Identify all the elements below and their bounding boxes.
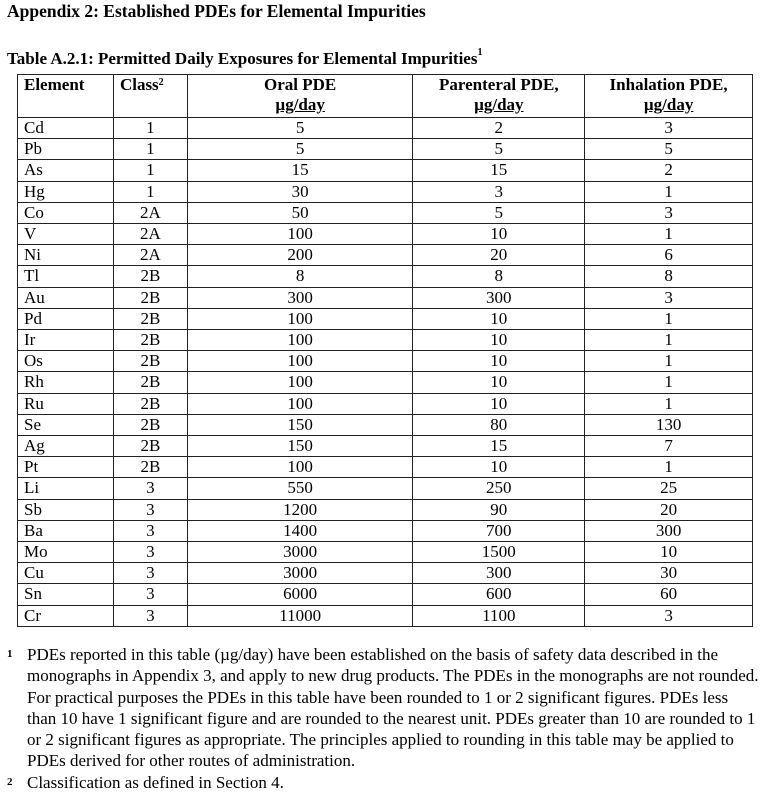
cell-parenteral-pde: 1100 xyxy=(413,605,585,626)
cell-parenteral-pde: 8 xyxy=(413,266,585,287)
cell-element: Co xyxy=(18,202,114,223)
cell-inhalation-pde: 1 xyxy=(585,393,753,414)
table-row xyxy=(18,542,753,563)
cell-parenteral-pde: 80 xyxy=(413,414,585,435)
table-row xyxy=(18,520,753,541)
footnote-2: 2 Classification as defined in Section 4. xyxy=(7,772,284,792)
table-row xyxy=(18,160,753,181)
cell-inhalation-pde: 1 xyxy=(585,372,753,393)
cell-class: 3 xyxy=(113,499,187,520)
cell-element: V xyxy=(18,224,114,245)
cell-parenteral-pde: 10 xyxy=(413,224,585,245)
cell-class: 2A xyxy=(113,202,187,223)
cell-oral-pde: 5 xyxy=(187,139,413,160)
cell-oral-pde: 50 xyxy=(187,202,413,223)
header-parenteral-pde: Parenteral PDE, µg/day xyxy=(413,75,585,118)
table-caption xyxy=(7,49,482,69)
cell-inhalation-pde: 130 xyxy=(585,414,753,435)
cell-class: 3 xyxy=(113,542,187,563)
cell-element: Cd xyxy=(18,118,114,139)
cell-parenteral-pde: 300 xyxy=(413,563,585,584)
table-row xyxy=(18,287,753,308)
cell-inhalation-pde: 10 xyxy=(585,542,753,563)
table-row xyxy=(18,584,753,605)
cell-inhalation-pde: 3 xyxy=(585,202,753,223)
cell-oral-pde: 100 xyxy=(187,457,413,478)
cell-element: Li xyxy=(18,478,114,499)
cell-class: 2B xyxy=(113,266,187,287)
cell-oral-pde: 150 xyxy=(187,414,413,435)
cell-parenteral-pde: 15 xyxy=(413,160,585,181)
cell-parenteral-pde: 5 xyxy=(413,139,585,160)
cell-parenteral-pde: 250 xyxy=(413,478,585,499)
caption-footnote-mark: 1 xyxy=(477,47,483,58)
cell-oral-pde: 3000 xyxy=(187,563,413,584)
table-row xyxy=(18,266,753,287)
cell-oral-pde: 100 xyxy=(187,308,413,329)
cell-parenteral-pde: 3 xyxy=(413,181,585,202)
cell-parenteral-pde: 10 xyxy=(413,457,585,478)
cell-element: Mo xyxy=(18,542,114,563)
table-row xyxy=(18,118,753,139)
cell-parenteral-pde: 20 xyxy=(413,245,585,266)
cell-oral-pde: 6000 xyxy=(187,584,413,605)
cell-inhalation-pde: 5 xyxy=(585,139,753,160)
cell-element: Pd xyxy=(18,308,114,329)
cell-class: 1 xyxy=(113,160,187,181)
cell-element: Ni xyxy=(18,245,114,266)
cell-class: 1 xyxy=(113,139,187,160)
table-header-row xyxy=(18,75,753,118)
cell-oral-pde: 1200 xyxy=(187,499,413,520)
cell-class: 2B xyxy=(113,308,187,329)
cell-element: Ir xyxy=(18,330,114,351)
cell-element: Ag xyxy=(18,436,114,457)
footnotes xyxy=(7,644,759,793)
cell-class: 2A xyxy=(113,224,187,245)
table-row xyxy=(18,139,753,160)
cell-class: 2B xyxy=(113,287,187,308)
cell-inhalation-pde: 3 xyxy=(585,118,753,139)
cell-parenteral-pde: 1500 xyxy=(413,542,585,563)
cell-inhalation-pde: 1 xyxy=(585,330,753,351)
cell-parenteral-pde: 10 xyxy=(413,308,585,329)
cell-parenteral-pde: 5 xyxy=(413,202,585,223)
cell-element: Se xyxy=(18,414,114,435)
pde-table xyxy=(17,74,753,627)
cell-element: Tl xyxy=(18,266,114,287)
table-row xyxy=(18,457,753,478)
cell-oral-pde: 100 xyxy=(187,393,413,414)
cell-class: 2B xyxy=(113,351,187,372)
cell-class: 3 xyxy=(113,584,187,605)
table-row xyxy=(18,308,753,329)
cell-oral-pde: 100 xyxy=(187,372,413,393)
table-row xyxy=(18,499,753,520)
cell-oral-pde: 550 xyxy=(187,478,413,499)
cell-inhalation-pde: 8 xyxy=(585,266,753,287)
cell-inhalation-pde: 1 xyxy=(585,351,753,372)
cell-element: Cu xyxy=(18,563,114,584)
cell-parenteral-pde: 2 xyxy=(413,118,585,139)
header-class: Class$^2$ xyxy=(113,75,187,118)
cell-oral-pde: 1400 xyxy=(187,520,413,541)
cell-inhalation-pde: 25 xyxy=(585,478,753,499)
cell-inhalation-pde: 1 xyxy=(585,224,753,245)
cell-oral-pde: 3000 xyxy=(187,542,413,563)
cell-element: Ba xyxy=(18,520,114,541)
cell-element: Rh xyxy=(18,372,114,393)
cell-inhalation-pde: 6 xyxy=(585,245,753,266)
cell-oral-pde: 100 xyxy=(187,224,413,245)
header-inhalation-pde: Inhalation PDE, µg/day xyxy=(585,75,753,118)
footnote-1: 1 PDEs reported in this table (µg/day) have been established on the basis of safety data described in the monographs in Appendix 3, and apply to new drug products. The PDEs in the monographs are not rounded. For practical purposes the PDEs in this table have been rounded to 1 or 2 significant figures. PDEs less than 10 have 1 significant figure and are rounded to the nearest unit. PDEs greater than 10 are rounded to 1 or 2 significant figures as appropriate. The principles applied to rounding in this table may be applied to PDEs derived for other routes of administration. xyxy=(7,645,759,771)
cell-inhalation-pde: 1 xyxy=(585,181,753,202)
cell-class: 2B xyxy=(113,436,187,457)
cell-parenteral-pde: 15 xyxy=(413,436,585,457)
cell-inhalation-pde: 30 xyxy=(585,563,753,584)
cell-parenteral-pde: 10 xyxy=(413,372,585,393)
cell-element: Hg xyxy=(18,181,114,202)
cell-inhalation-pde: 3 xyxy=(585,605,753,626)
cell-oral-pde: 8 xyxy=(187,266,413,287)
table-row xyxy=(18,436,753,457)
cell-class: 2B xyxy=(113,457,187,478)
cell-class: 2B xyxy=(113,372,187,393)
cell-element: Pb xyxy=(18,139,114,160)
cell-oral-pde: 30 xyxy=(187,181,413,202)
table-row xyxy=(18,563,753,584)
cell-oral-pde: 150 xyxy=(187,436,413,457)
page-title: Appendix 2: Established PDEs for Elemental Impurities xyxy=(7,1,426,21)
table-row xyxy=(18,245,753,266)
cell-inhalation-pde: 3 xyxy=(585,287,753,308)
cell-class: 2B xyxy=(113,330,187,351)
cell-class: 2A xyxy=(113,245,187,266)
header-oral-pde: Oral PDE µg/day xyxy=(187,75,413,118)
cell-inhalation-pde: 20 xyxy=(585,499,753,520)
cell-class: 2B xyxy=(113,393,187,414)
cell-inhalation-pde: 7 xyxy=(585,436,753,457)
cell-oral-pde: 100 xyxy=(187,351,413,372)
caption-text: Table A.2.1: Permitted Daily Exposures for Elemental Impurities xyxy=(7,49,478,68)
cell-oral-pde: 5 xyxy=(187,118,413,139)
table-row xyxy=(18,202,753,223)
cell-class: 2B xyxy=(113,414,187,435)
cell-oral-pde: 100 xyxy=(187,330,413,351)
table-row xyxy=(18,372,753,393)
cell-parenteral-pde: 90 xyxy=(413,499,585,520)
cell-class: 1 xyxy=(113,118,187,139)
cell-oral-pde: 200 xyxy=(187,245,413,266)
cell-oral-pde: 15 xyxy=(187,160,413,181)
cell-parenteral-pde: 10 xyxy=(413,351,585,372)
cell-class: 3 xyxy=(113,520,187,541)
cell-oral-pde: 300 xyxy=(187,287,413,308)
header-element: Element xyxy=(18,75,114,118)
cell-inhalation-pde: 2 xyxy=(585,160,753,181)
table-row xyxy=(18,181,753,202)
cell-element: Sb xyxy=(18,499,114,520)
cell-class: 3 xyxy=(113,478,187,499)
table-row xyxy=(18,605,753,626)
cell-inhalation-pde: 1 xyxy=(585,457,753,478)
cell-element: Pt xyxy=(18,457,114,478)
cell-parenteral-pde: 700 xyxy=(413,520,585,541)
cell-parenteral-pde: 600 xyxy=(413,584,585,605)
cell-element: Sn xyxy=(18,584,114,605)
table-row xyxy=(18,330,753,351)
table-row xyxy=(18,393,753,414)
cell-parenteral-pde: 10 xyxy=(413,330,585,351)
cell-inhalation-pde: 60 xyxy=(585,584,753,605)
cell-element: Au xyxy=(18,287,114,308)
table-row xyxy=(18,478,753,499)
cell-inhalation-pde: 300 xyxy=(585,520,753,541)
cell-element: Os xyxy=(18,351,114,372)
cell-class: 3 xyxy=(113,563,187,584)
table-row xyxy=(18,351,753,372)
table-row xyxy=(18,414,753,435)
cell-inhalation-pde: 1 xyxy=(585,308,753,329)
cell-element: Cr xyxy=(18,605,114,626)
cell-element: Ru xyxy=(18,393,114,414)
cell-class: 1 xyxy=(113,181,187,202)
cell-parenteral-pde: 300 xyxy=(413,287,585,308)
cell-oral-pde: 11000 xyxy=(187,605,413,626)
cell-element: As xyxy=(18,160,114,181)
cell-class: 3 xyxy=(113,605,187,626)
cell-parenteral-pde: 10 xyxy=(413,393,585,414)
table-row xyxy=(18,224,753,245)
